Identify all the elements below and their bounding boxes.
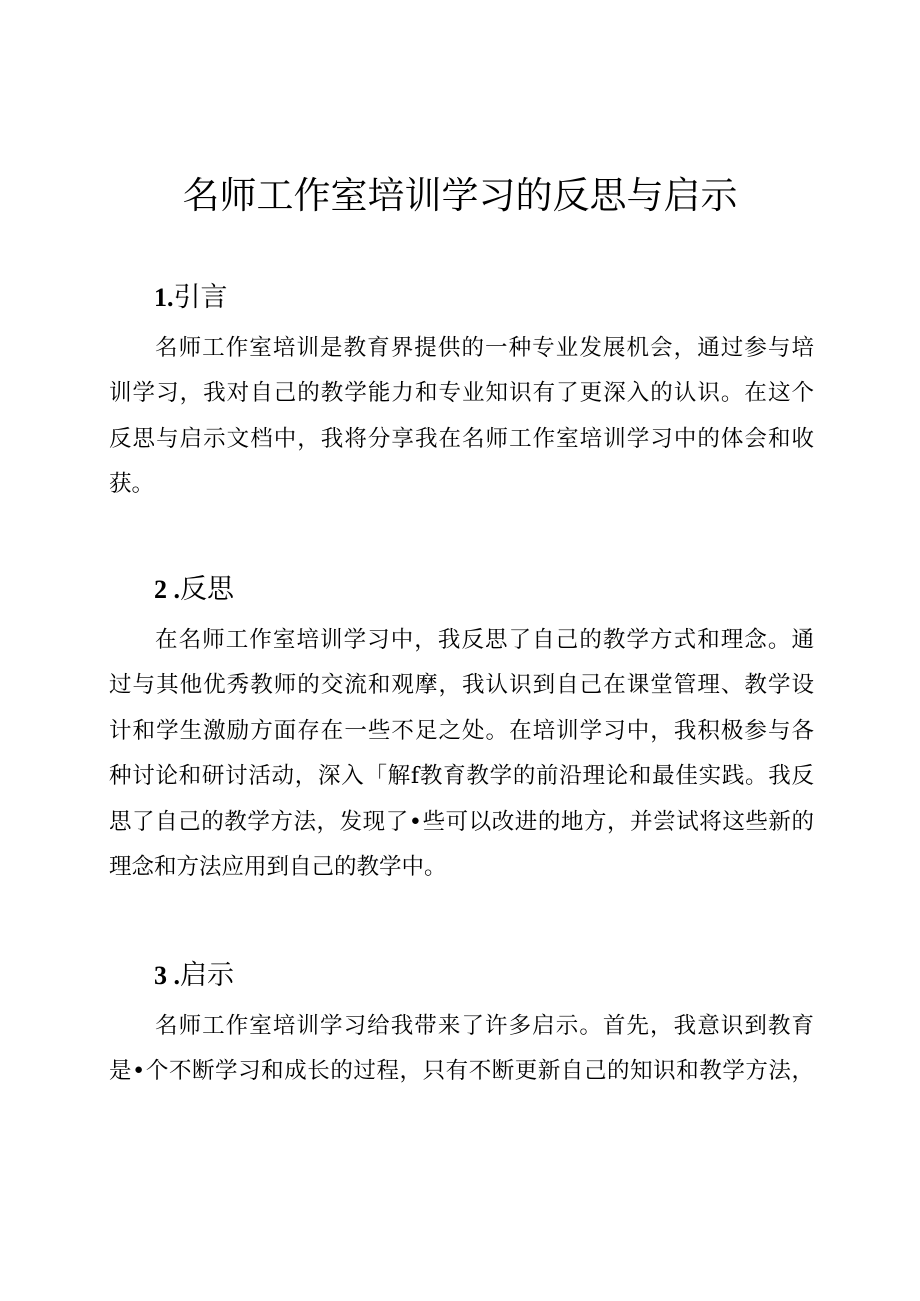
section-heading	[154, 278, 228, 318]
paragraph-line: 训学习，我对自己的教学能力和专业知识有了更深入的认识。在这个	[109, 380, 814, 407]
section-number: 2 .	[154, 575, 180, 604]
section-heading	[154, 956, 234, 996]
section-heading-text: 启示	[180, 960, 234, 991]
paragraph-line: 理念和方法应用到自己的教学中。	[109, 853, 447, 880]
paragraph-line: 种讨论和研讨活动，深入「解f教育教学的前沿理论和最佳实践。我反	[109, 763, 814, 790]
section-paragraph	[109, 326, 814, 508]
section-number: 3 .	[154, 961, 180, 990]
paragraph-line: 名师工作室培训学习给我带来了许多启示。首先，我意识到教育	[155, 1013, 814, 1039]
paragraph-line: 是•个不断学习和成长的过程，只有不断更新自己的知识和教学方法，	[109, 1058, 814, 1085]
section-paragraph	[109, 618, 814, 890]
paragraph-line: 获。	[109, 471, 155, 498]
section-paragraph	[109, 1004, 814, 1095]
document-title: 名师工作室培训学习的反思与启示	[182, 174, 738, 217]
paragraph-line: 思了自己的教学方法，发现了•些可以改进的地方，并尝试将这些新的	[109, 808, 814, 835]
paragraph-line: 在名师工作室培训学习中，我反思了自己的教学方式和理念。通	[155, 627, 814, 653]
paragraph-line: 名师工作室培训是教育界提供的一种专业发展机会，通过参与培	[155, 335, 814, 361]
section-heading-text: 引言	[173, 282, 228, 313]
paragraph-line: 计和学生激励方面存在一些不足之处。在培训学习中，我积极参与各	[109, 717, 814, 744]
section-heading	[154, 570, 234, 610]
paragraph-line: 过与其他优秀教师的交流和观摩，我认识到自己在课堂管理、教学设	[109, 672, 814, 699]
section-heading-text: 反思	[180, 574, 234, 605]
section-number: 1.	[154, 283, 174, 312]
paragraph-line: 反思与启示文档中，我将分享我在名师工作室培训学习中的体会和收	[109, 425, 814, 452]
